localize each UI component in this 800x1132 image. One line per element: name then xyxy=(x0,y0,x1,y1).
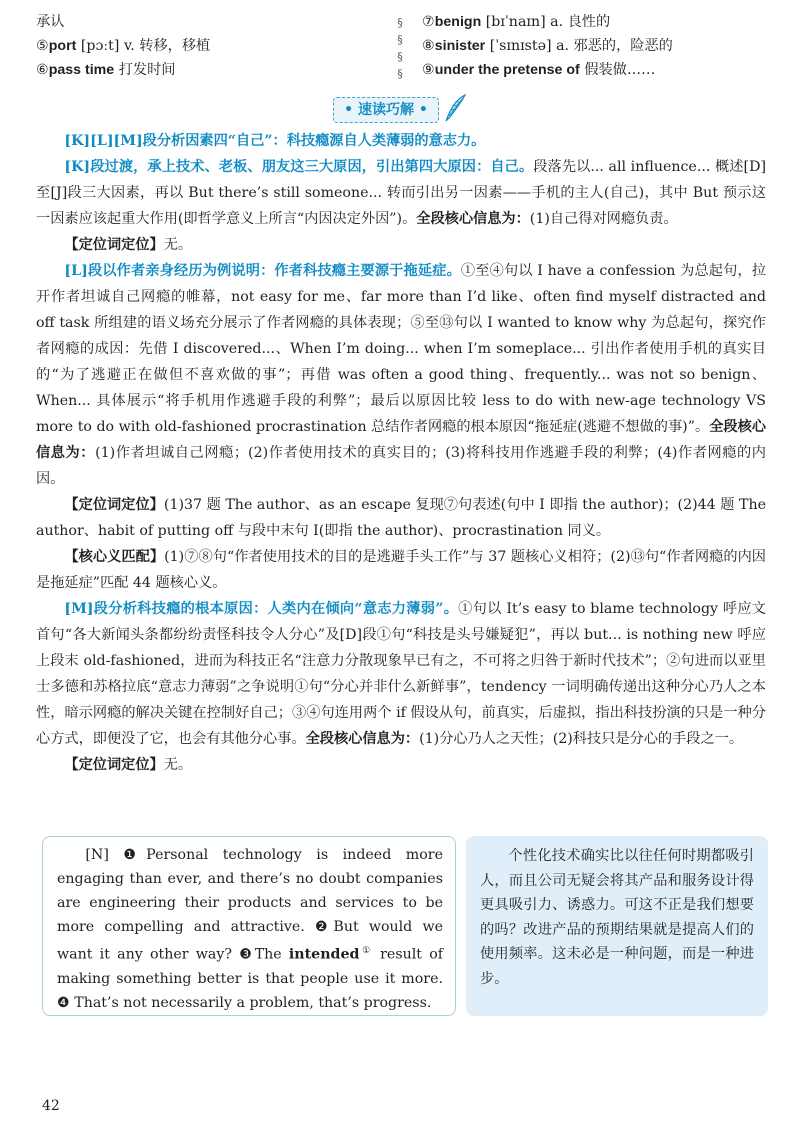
section-heading: [L]段以作者亲身经历为例说明：作者科技瘾主要源于拖延症。 xyxy=(64,263,461,279)
analysis-paragraph xyxy=(36,492,766,544)
vocab-item xyxy=(36,34,386,58)
vocab-item xyxy=(36,58,386,82)
analysis-paragraph xyxy=(36,752,766,778)
key-info-label: 全段核心信息为： xyxy=(36,419,766,461)
sentence-number: ❹ xyxy=(57,994,70,1011)
sentence: Personal technology is indeed more engaging than ever, and there’s no doubt companies are engineering their products and services to be more compelling and attractive. xyxy=(57,847,443,935)
vocab-phonetic: [bɪˈnaɪn] xyxy=(485,14,546,30)
locate-text: 无。 xyxy=(163,237,193,253)
vocabulary-notes xyxy=(36,10,766,86)
banner-title: • 速读巧解 • xyxy=(333,97,439,123)
analysis-body: ①句以 It’s easy to blame technology 呼应文首句“各大新闻头条都纷纷责怪科技令人分心”及[D]段①句“科技是头号嫌疑犯”，再以 but... is nothing new 呼应上段末 old-fashioned，进而为科技正名“注意力分散现象早已有之，不可将之归咎于新时代技术”；②句进而以亚里士多德和苏格拉底“意志力薄弱”之争说明①句“分心并非什么新鲜事”，tendency 一词明确传递出这种分心乃人之本性，暗示网瘾的解决关键在控制好自己；③④句连用两个 if 假设从句，前真实，后虚拟，指出科技扮演的只是一种分心方式，即便没了它，也会有其他分心事。 xyxy=(36,601,766,747)
sentence-number: ❸ xyxy=(239,946,255,963)
page-number: 42 xyxy=(42,1098,60,1114)
vocab-phonetic: [pɔːt] xyxy=(80,38,120,54)
sentence-number: ❶ xyxy=(123,847,147,863)
key-info-label: 全段核心信息为： xyxy=(305,731,420,747)
vocab-meaning: 打发时间 xyxy=(118,62,176,78)
vocab-word: pass time xyxy=(48,62,115,78)
vocab-word: sinister xyxy=(434,38,486,54)
vocab-meaning: a. 良性的 xyxy=(550,14,611,30)
translation-text: 个性化技术确实比以往任何时期都吸引人，而且公司无疑会将其产品和服务设计得更具吸引力、诱惑力。可这不正是我们想要的吗？改进产品的预期结果就是提高人们的使用频率。这未必是一种问题，而是一种进步。 xyxy=(480,848,754,987)
section-heading: [K]段过渡，承上技术、老板、朋友这三大原因，引出第四大原因：自己。 xyxy=(64,159,534,175)
analysis-paragraph xyxy=(36,596,766,752)
analysis-paragraph xyxy=(36,544,766,596)
vocab-item xyxy=(422,10,762,34)
sentence: But would we want it any other way? xyxy=(57,919,443,963)
vocab-word: under the pretense of xyxy=(434,62,580,78)
match-label: 【核心义匹配】 xyxy=(64,549,165,565)
locate-text: (1)37 题 The author、as an escape 复现⑦句表述(句中 I 即指 the author)；(2)44 题 The author、habit of putting off 与段中末句 I(即指 the author)、procrastination 同义。 xyxy=(36,497,766,539)
vocab-item xyxy=(422,34,762,58)
spiral-divider: § § § § xyxy=(397,16,403,80)
analysis-paragraph xyxy=(36,154,766,232)
key-info: (1)分心乃人之天性；(2)科技只是分心的手段之一。 xyxy=(419,731,744,747)
analysis-body: ①至④句以 I have a confession 为总起句，拉开作者坦诚自己网瘾的帷幕，not easy for me、far more than I’d like、often find myself distracted and off task 所组建的语义场充分展示了作者网瘾的具体表现；⑤至⑬句以 I wanted to know why 为总起句，探究作者网瘾的成因：先借 I discovered...、When I’m doing... when I’m someplace... 引出作者使用手机的真实目的“为了逃避正在做但不喜欢做的事”；再借 was often a good thing、frequently... was not so benign、When... 具体展示“将手机用作逃避手段的利弊”；最后以原因比较 less to do with new-age technology VS more to do with old-fashioned procrastination 总结作者网瘾的根本原因“拖延症(逃避不想做的事)”。 xyxy=(36,263,767,435)
vocab-item xyxy=(422,58,762,82)
section-banner xyxy=(0,94,800,124)
key-info-label: 全段核心信息为： xyxy=(416,211,530,227)
english-passage-panel xyxy=(42,836,456,1016)
locate-label: 【定位词定位】 xyxy=(64,497,164,513)
vocab-phonetic: [ˈsɪnɪstə] xyxy=(489,38,552,54)
vocab-column-left xyxy=(36,10,386,82)
vocab-meaning: 假装做…… xyxy=(584,62,656,78)
locate-text: 无。 xyxy=(163,757,193,773)
footnote-marker: ① xyxy=(359,946,373,956)
sentence: result of making something better is that people use it more. xyxy=(57,946,443,987)
locate-label: 【定位词定位】 xyxy=(64,237,164,253)
key-info: (1)作者坦诚自己网瘾；(2)作者使用技术的真实目的；(3)将科技用作逃避手段的利弊；(4)作者网瘾的内因。 xyxy=(36,445,766,487)
vocab-number: ⑤ xyxy=(36,38,49,54)
vocab-column-right xyxy=(422,10,762,82)
vocab-number: ⑨ xyxy=(422,62,435,78)
sentence: The xyxy=(254,946,282,963)
locate-label: 【定位词定位】 xyxy=(64,757,164,773)
quill-pen-icon xyxy=(443,94,467,126)
vocab-meaning: 承认 xyxy=(36,14,65,30)
translation-panel xyxy=(466,836,768,1016)
vocab-meaning: v. 转移，移植 xyxy=(123,38,211,54)
section-heading: [K][L][M]段分析因素四“自己”：科技瘾源自人类薄弱的意志力。 xyxy=(64,133,486,149)
section-heading: [M]段分析科技瘾的根本原因：人类内在倾向“意志力薄弱”。 xyxy=(64,601,459,617)
analysis-paragraph xyxy=(36,258,766,492)
vocab-word: benign xyxy=(434,14,482,30)
vocab-meaning: a. 邪恶的，险恶的 xyxy=(556,38,673,54)
paragraph-tag: [N] xyxy=(85,847,109,863)
analysis-body: 段落先以... all influence... 概述[D]至[J]段三大因素，再以 But there’s still someone... 转而引出另一因素——手机的主人(自己)，其中 But 预示这一因素应该起重大作用(即哲学意义上所言“内因决定外因”)。 xyxy=(36,159,766,227)
vocab-number: ⑥ xyxy=(36,62,49,78)
analysis-paragraph xyxy=(36,128,766,154)
key-info: (1)自己得对网瘾负责。 xyxy=(529,211,678,227)
match-text: (1)⑦⑧句“作者使用技术的目的是逃避手头工作”与 37 题核心义相符；(2)⑬句“作者网瘾的内因是拖延症”匹配 44 题核心义。 xyxy=(36,549,766,591)
analysis-paragraph xyxy=(36,232,766,258)
vocab-word: port xyxy=(48,38,77,54)
analysis-section xyxy=(36,128,766,778)
sentence-number: ❷ xyxy=(315,919,334,935)
english-passage xyxy=(57,843,443,1015)
vocab-number: ⑧ xyxy=(422,38,435,54)
sentence: That’s not necessarily a problem, that’s progress. xyxy=(74,994,432,1011)
vocab-highlight: intended xyxy=(288,946,360,963)
vocab-number: ⑦ xyxy=(422,14,435,30)
vocab-item xyxy=(36,10,386,34)
